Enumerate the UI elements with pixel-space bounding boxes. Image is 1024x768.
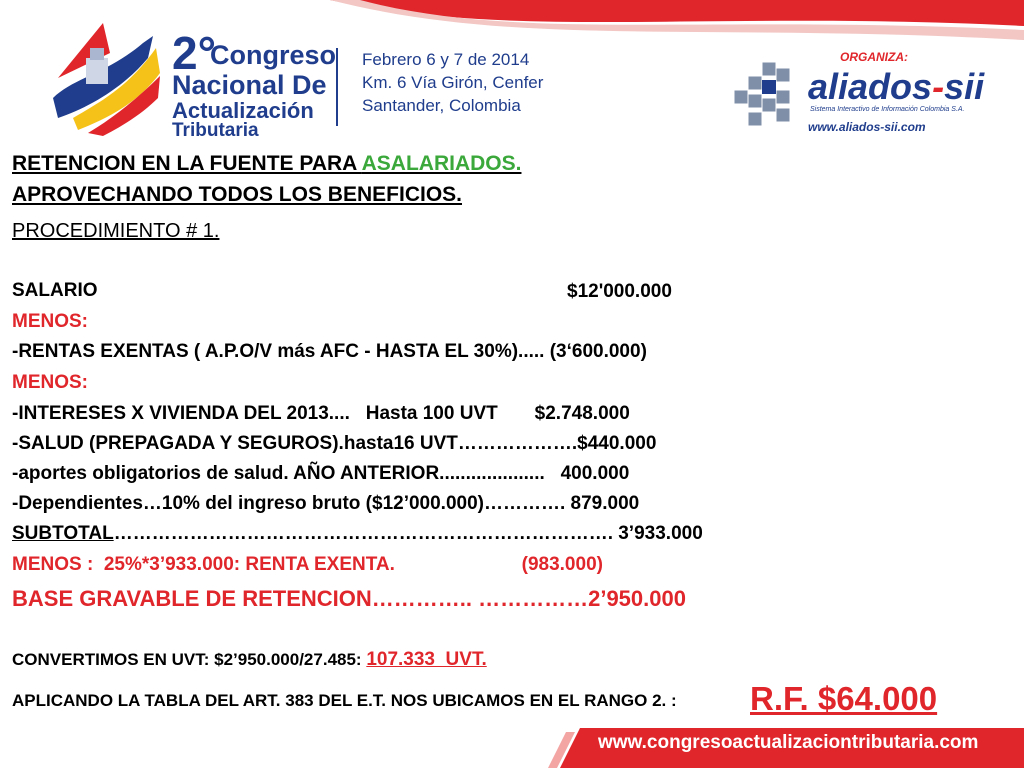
dependientes-line: -Dependientes…10% del ingreso bruto ($12’000.000)…………. 879.000 bbox=[12, 493, 640, 514]
congress-number: 2° bbox=[172, 27, 216, 79]
rentas-exentas-line: -RENTAS EXENTAS ( A.P.O/V más AFC - HASTA EL 30%)..... (3‘600.000) bbox=[12, 341, 647, 362]
uvt-conversion-line bbox=[12, 650, 487, 671]
intereses-line: -INTERESES X VIVIENDA DEL 2013.... Hasta 100 UVT $2.748.000 bbox=[12, 403, 630, 424]
base-gravable-line: BASE GRAVABLE DE RETENCION………….. ……………2’950.000 bbox=[12, 586, 686, 611]
aliados-cubes-icon bbox=[732, 60, 804, 132]
retencion-result: R.F. $64.000 bbox=[750, 680, 938, 717]
organizer-label: ORGANIZA: bbox=[840, 50, 908, 64]
subtotal-line bbox=[12, 524, 703, 545]
title-line-2: APROVECHANDO TODOS LOS BENEFICIOS. bbox=[12, 183, 462, 206]
congress-title-line2: Nacional De bbox=[172, 70, 327, 100]
menos-label-1: MENOS: bbox=[12, 311, 88, 332]
aliados-subtitle: Sistema Interactivo de Información Colombia S.A. bbox=[810, 106, 965, 113]
event-date: Febrero 6 y 7 de 2014 bbox=[362, 50, 530, 69]
aliados-name-sep: - bbox=[932, 66, 945, 107]
title1-highlight: ASALARIADOS. bbox=[361, 152, 522, 175]
aliados-name-a: aliados bbox=[808, 66, 933, 107]
subtotal-label: SUBTOTAL bbox=[12, 523, 114, 544]
menos-label-2: MENOS: bbox=[12, 372, 88, 393]
salario-label: SALARIO bbox=[12, 280, 98, 301]
aliados-url: www.aliados-sii.com bbox=[808, 120, 926, 134]
header-divider bbox=[336, 48, 338, 126]
aportes-line: -aportes obligatorios de salud. AÑO ANTERIOR.................... 400.000 bbox=[12, 463, 630, 484]
congress-title-line1: Congreso bbox=[210, 40, 337, 70]
salud-line: -SALUD (PREPAGADA Y SEGUROS).hasta16 UVT……………….$440.000 bbox=[12, 433, 657, 454]
renta-exenta-line: MENOS : 25%*3’933.000: RENTA EXENTA. (983.000) bbox=[12, 554, 603, 575]
uvt-prefix: CONVERTIMOS EN UVT: $2’950.000/27.485: bbox=[12, 650, 367, 669]
aliados-logo-text bbox=[808, 66, 984, 108]
event-city: Santander, Colombia bbox=[362, 96, 521, 115]
congress-title-line3: Actualización bbox=[172, 98, 314, 123]
congress-logo-icon bbox=[48, 18, 163, 138]
salario-value: $12'000.000 bbox=[567, 281, 672, 302]
title1-prefix: RETENCION EN LA FUENTE PARA bbox=[12, 152, 362, 175]
aliados-name-b: sii bbox=[944, 66, 985, 107]
aplicando-line: APLICANDO LA TABLA DEL ART. 383 DEL E.T. NOS UBICAMOS EN EL RANGO 2. : bbox=[12, 691, 677, 710]
uvt-value: 107.333 UVT. bbox=[366, 649, 487, 670]
footer-url[interactable]: www.congresoactualizaciontributaria.com bbox=[598, 732, 979, 753]
title-line-1 bbox=[12, 152, 521, 175]
congress-title-line4: Tributaria bbox=[172, 120, 259, 141]
event-place: Km. 6 Vía Girón, Cenfer bbox=[362, 73, 544, 92]
procedure-title: PROCEDIMIENTO # 1. bbox=[12, 220, 220, 242]
subtotal-value: ……………………………………………………………………. 3’933.000 bbox=[113, 523, 703, 544]
